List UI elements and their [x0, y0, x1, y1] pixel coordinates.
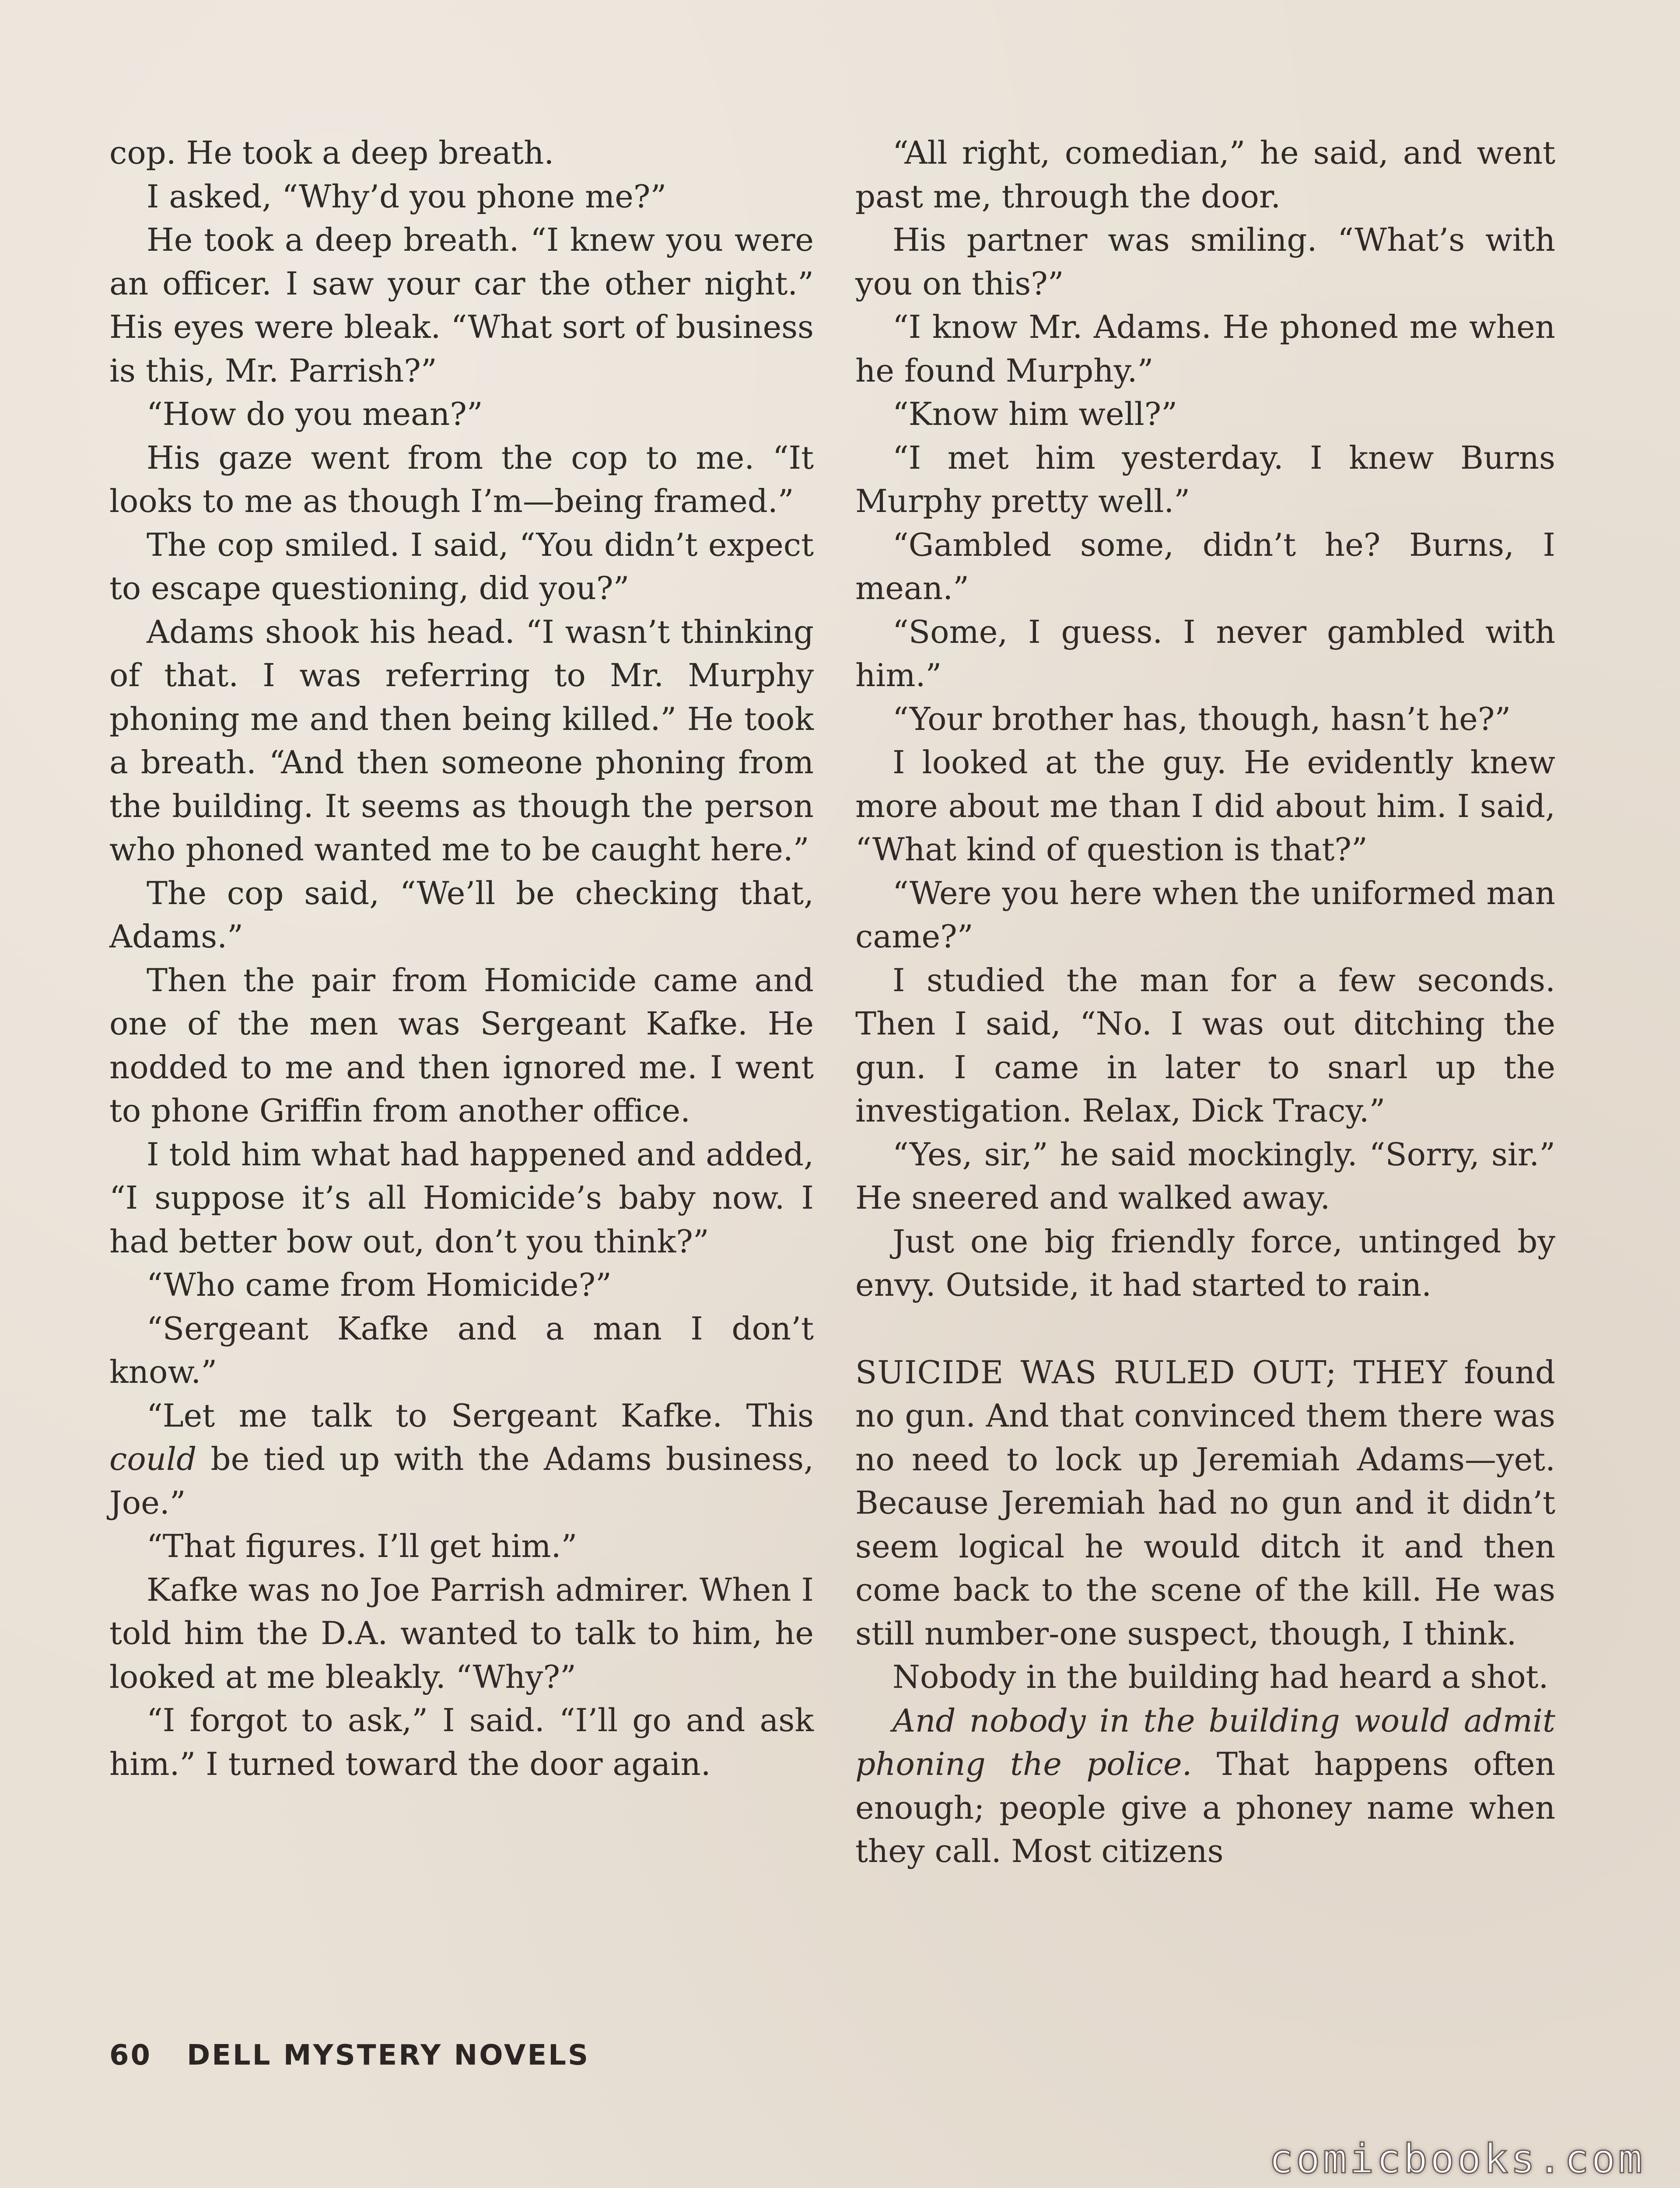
paragraph: Then the pair from Homicide came and one of the men was Sergeant Kafke. He nodded to me and then ignored me. I went to phone Griffin from another office.	[109, 961, 814, 1129]
page-footer	[109, 2039, 590, 2072]
paragraph: Just one big friendly force, untinged by envy. Outside, it had started to rain.	[855, 1223, 1555, 1303]
paragraph: The cop said, “We’ll be checking that, Adams.”	[109, 874, 814, 955]
text-run: “Let me talk to Sergeant Kafke. This	[147, 1397, 814, 1434]
paragraph: The cop smiled. I said, “You didn’t expect to escape questioning, did you?”	[109, 526, 814, 607]
paragraph: Nobody in the building had heard a shot.	[892, 1659, 1549, 1695]
paragraph: “Yes, sir,” he said mockingly. “Sorry, sir.” He sneered and walked away.	[855, 1136, 1555, 1216]
paragraph	[109, 1394, 814, 1525]
paragraph: Adams shook his head. “I wasn’t thinking of that. I was referring to Mr. Murphy phoning me and then being killed.” He took a breath. “And then someone phoning from the building. It seems as though the person who phoned wanted me to be caught here.”	[109, 613, 814, 868]
paragraph: “Your brother has, though, hasn’t he?”	[892, 700, 1511, 737]
paragraph: “I know Mr. Adams. He phoned me when he found Murphy.”	[855, 309, 1555, 389]
paragraph: “Who came from Homicide?”	[147, 1266, 612, 1303]
section-opening-paragraph	[855, 1351, 1555, 1656]
paragraph: I asked, “Why’d you phone me?”	[147, 178, 667, 215]
paragraph: His gaze went from the cop to me. “It looks to me as though I’m—being framed.”	[109, 439, 814, 519]
text-run: be tied up with the Adams business, Joe.”	[109, 1441, 814, 1521]
section-break	[855, 1307, 1555, 1351]
paragraph: “How do you mean?”	[147, 396, 483, 432]
left-column	[109, 131, 814, 1786]
right-column	[855, 131, 1555, 1873]
paragraph: Kafke was no Joe Parrish admirer. When I told him the D.A. wanted to talk to him, he looked at me bleakly. “Why?”	[109, 1571, 814, 1695]
paragraph	[855, 1699, 1555, 1873]
paragraph: “I met him yesterday. I knew Burns Murphy pretty well.”	[855, 439, 1555, 519]
section-lead-in: SUICIDE WAS RULED OUT; THEY	[855, 1353, 1448, 1391]
emphasis-text: could	[109, 1441, 197, 1477]
text-run: That happens often enough; people give a phoney name when they call. Most citizens	[855, 1746, 1556, 1869]
site-watermark: comicbooks.com	[1269, 2135, 1645, 2182]
paragraph: “Gambled some, didn’t he? Burns, I mean.”	[855, 526, 1555, 607]
paragraph: “Some, I guess. I never gambled with him.”	[855, 613, 1555, 694]
paragraph: He took a deep breath. “I knew you were an officer. I saw your car the other night.” His eyes were bleak. “What sort of business is this, Mr. Parrish?”	[109, 221, 814, 389]
emphasis-text: And nobody in the building would admit phoning the police.	[855, 1702, 1555, 1782]
paragraph: His partner was smiling. “What’s with you on this?”	[855, 221, 1555, 302]
paragraph: I looked at the guy. He evidently knew more about me than I did about him. I said, “What kind of question is that?”	[855, 744, 1555, 868]
page-number: 60	[109, 2039, 152, 2072]
text-run: found no gun. And that convinced them there was no need to lock up Jeremiah Adams—yet. Because Jeremiah had no gun and it didn’t seem logical he would ditch it and then come back to the scene of the kill. He was still number-one suspect, though, I think.	[855, 1353, 1555, 1652]
paragraph: “All right, comedian,” he said, and went past me, through the door.	[855, 134, 1555, 215]
paragraph: “Sergeant Kafke and a man I don’t know.”	[109, 1310, 814, 1390]
paragraph: “I forgot to ask,” I said. “I’ll go and ask him.” I turned toward the door again.	[109, 1702, 814, 1782]
paragraph: I studied the man for a few seconds. Then I said, “No. I was out ditching the gun. I came in later to snarl up the investigation. Relax, Dick Tracy.”	[855, 961, 1555, 1129]
paragraph: “Know him well?”	[892, 396, 1178, 432]
paragraph: cop. He took a deep breath.	[109, 134, 554, 171]
paragraph: “Were you here when the uniformed man came?”	[855, 874, 1555, 955]
paragraph: “That figures. I’ll get him.”	[147, 1528, 578, 1564]
paragraph: I told him what had happened and added, “I suppose it’s all Homicide’s baby now. I had better bow out, don’t you think?”	[109, 1136, 814, 1260]
publication-title: DELL MYSTERY NOVELS	[187, 2039, 590, 2072]
